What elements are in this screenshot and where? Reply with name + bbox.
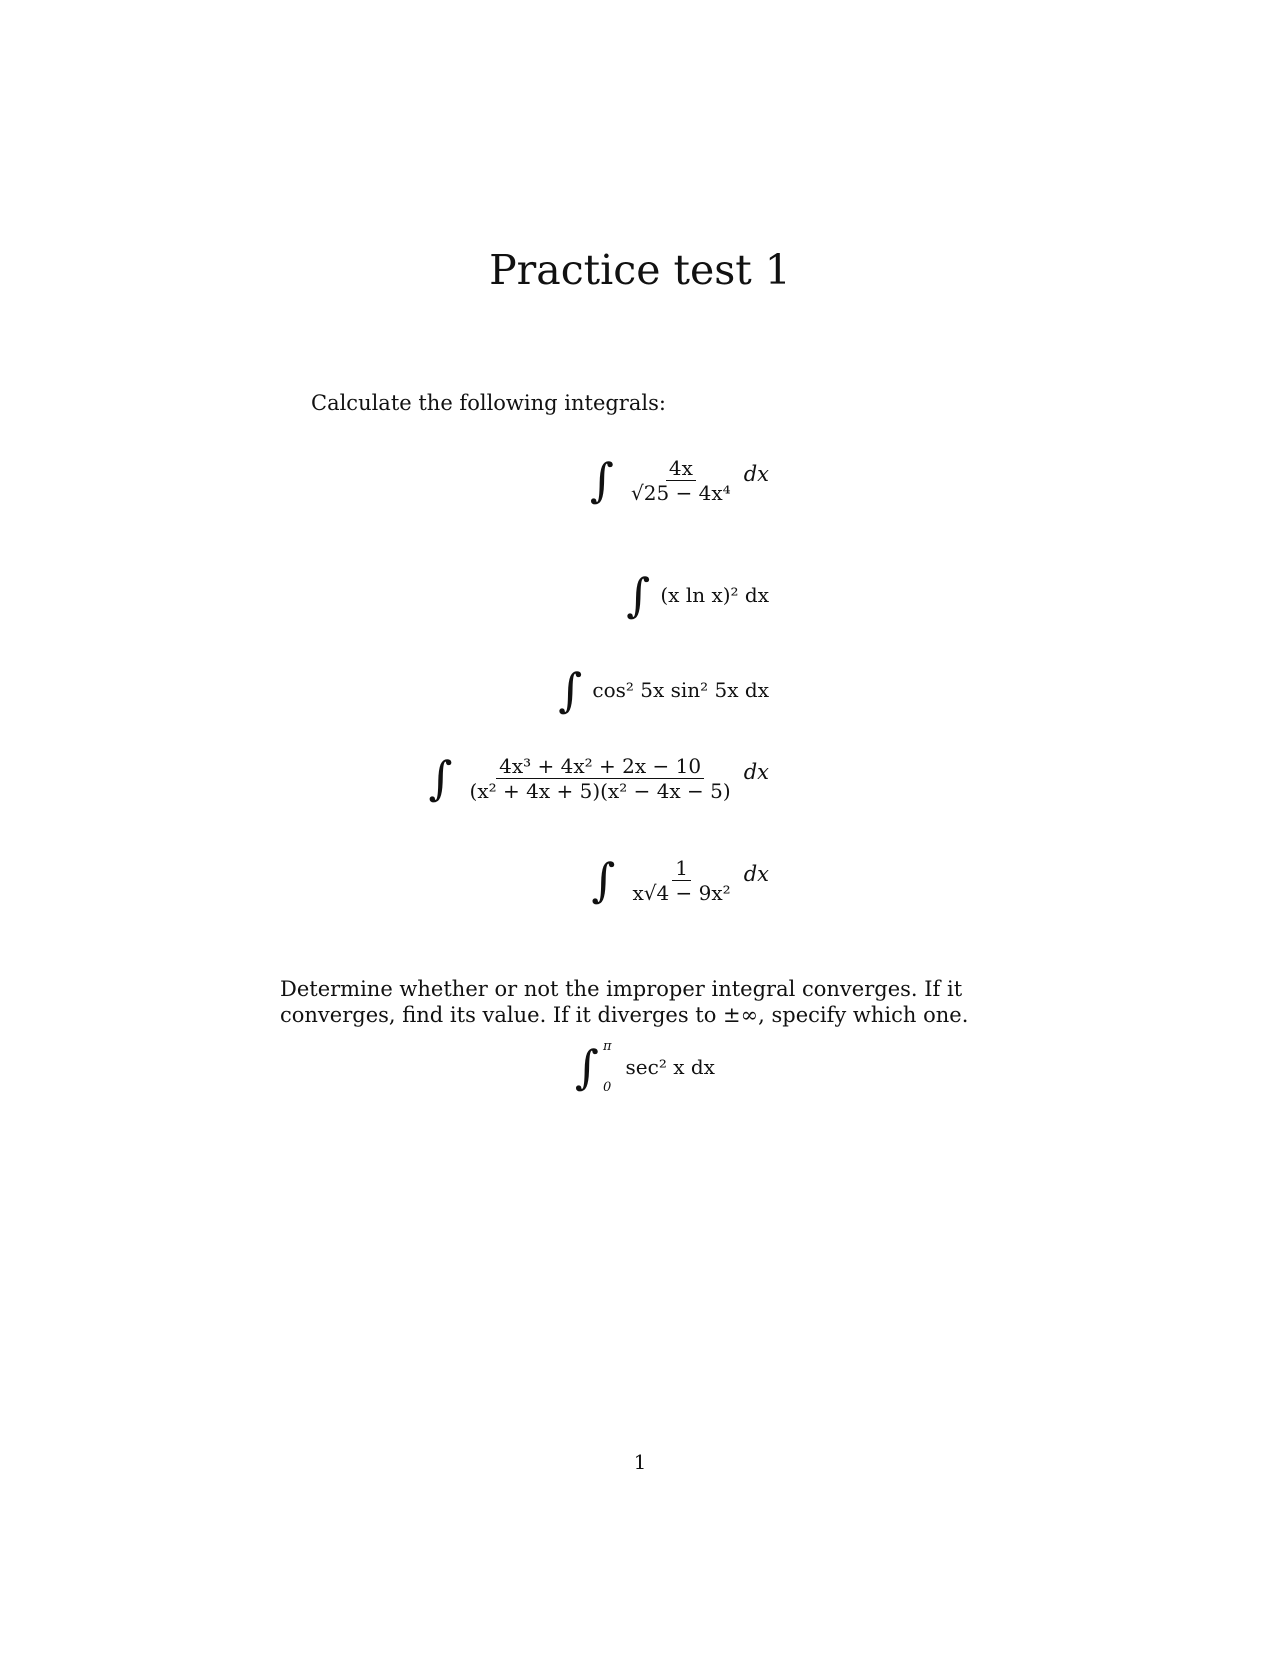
numerator: 4x — [666, 456, 696, 481]
improper-integral — [575, 1032, 715, 1102]
fraction — [628, 456, 734, 505]
integral-5 — [591, 845, 769, 915]
integral-sign: ∫ — [428, 751, 453, 805]
instructions-integrals: Calculate the following integrals: — [311, 391, 666, 415]
denominator: (x² + 4x + 5)(x² − 4x − 5) — [469, 778, 731, 803]
denominator: √25 − 4x⁴ — [631, 480, 731, 505]
integral-3 — [558, 655, 769, 725]
integral-2 — [626, 560, 769, 630]
upper-limit: π — [602, 1039, 612, 1054]
integrand: sec² x dx — [625, 1055, 715, 1079]
integral-sign: ∫ — [558, 663, 583, 717]
numerator: 1 — [672, 856, 691, 881]
integral-4 — [429, 743, 769, 813]
instructions-improper: Determine whether or not the improper integral converges. If it converges, find its value. If it diverges to ±∞, specify which one. — [280, 977, 969, 1027]
integrand: (x ln x)² dx — [660, 583, 769, 607]
denominator: x√4 − 9x² — [632, 880, 731, 905]
fraction — [467, 754, 734, 803]
differential: dx — [743, 862, 769, 886]
integral-limits — [603, 1039, 612, 1095]
numerator: 4x³ + 4x² + 2x − 10 — [496, 754, 704, 779]
fraction — [629, 856, 733, 905]
integrand: cos² 5x sin² 5x dx — [592, 678, 769, 702]
differential: dx — [743, 760, 769, 784]
integral-sign: ∫ — [590, 453, 615, 507]
integral-sign: ∫ — [575, 1040, 599, 1094]
integral-sign: ∫ — [591, 853, 616, 907]
integral-sign: ∫ — [626, 568, 651, 622]
page-title: Practice test 1 — [489, 246, 791, 294]
integral-1 — [590, 445, 769, 515]
lower-limit: 0 — [602, 1080, 612, 1095]
differential: dx — [743, 462, 769, 486]
page-number: 1 — [633, 1450, 647, 1474]
